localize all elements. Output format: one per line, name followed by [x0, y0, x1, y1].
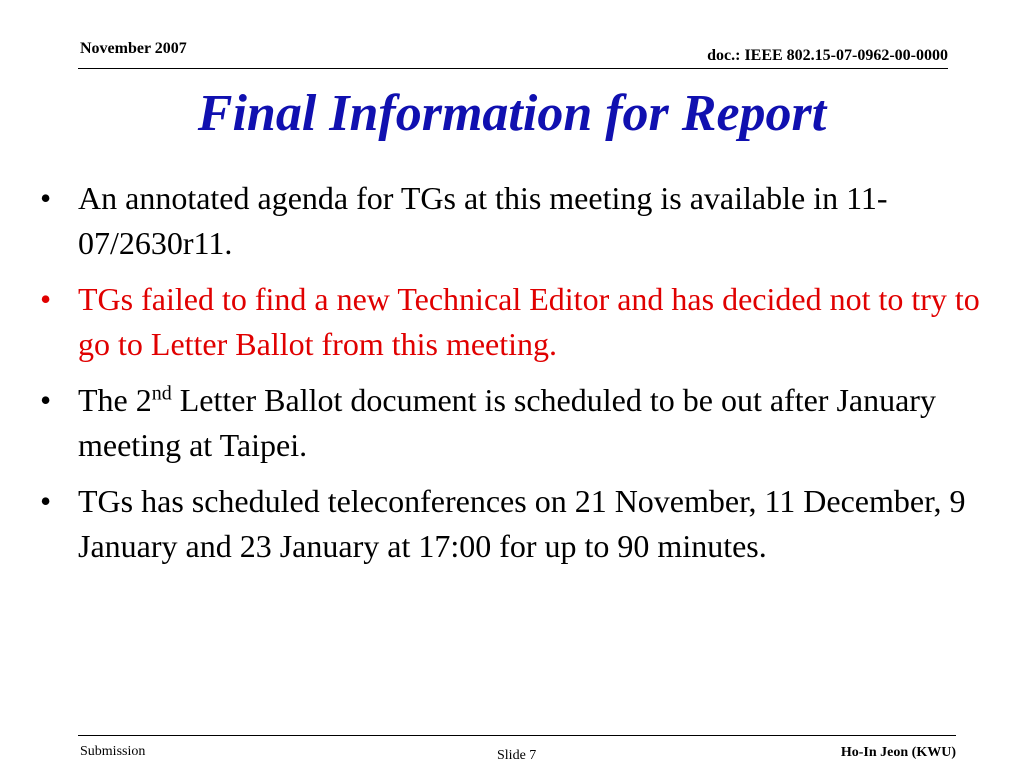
bullet-text-after: Letter Ballot document is scheduled to be out after January meeting at Taipei.: [78, 382, 936, 463]
slide-number: Slide 7: [497, 748, 537, 763]
footer-divider: [78, 735, 956, 736]
bullet-list: [40, 176, 980, 580]
header-divider: [78, 68, 948, 69]
bullet-text: An annotated agenda for TGs at this meeting is available in 11-07/2630r11.: [78, 180, 888, 261]
bullet-superscript: nd: [151, 382, 172, 405]
bullet-text-before: The 2: [78, 382, 152, 418]
bullet-marker: •: [40, 180, 52, 216]
slide-title: Final Information for Report: [197, 85, 827, 142]
bullet-marker: •: [40, 483, 52, 519]
footer-author: Ho-In Jeon (KWU): [840, 745, 956, 760]
bullet-marker: •: [40, 382, 52, 418]
bullet-item-agenda: [40, 176, 980, 266]
bullet-item-technical-editor: [40, 277, 980, 367]
header-date: November 2007: [80, 40, 187, 57]
bullet-text: TGs has scheduled teleconferences on 21 November, 11 December, 9 January and 23 January at 17:00 for up to 90 minutes.: [78, 483, 966, 564]
document-id: doc.: IEEE 802.15-07-0962-00-0000: [707, 47, 948, 64]
footer-submission: Submission: [80, 744, 146, 759]
bullet-marker: •: [40, 281, 52, 317]
bullet-item-teleconferences: [40, 479, 980, 569]
bullet-text: TGs failed to find a new Technical Editor and has decided not to try to go to Letter Ballot from this meeting.: [78, 281, 980, 362]
bullet-item-letter-ballot: [40, 378, 980, 468]
